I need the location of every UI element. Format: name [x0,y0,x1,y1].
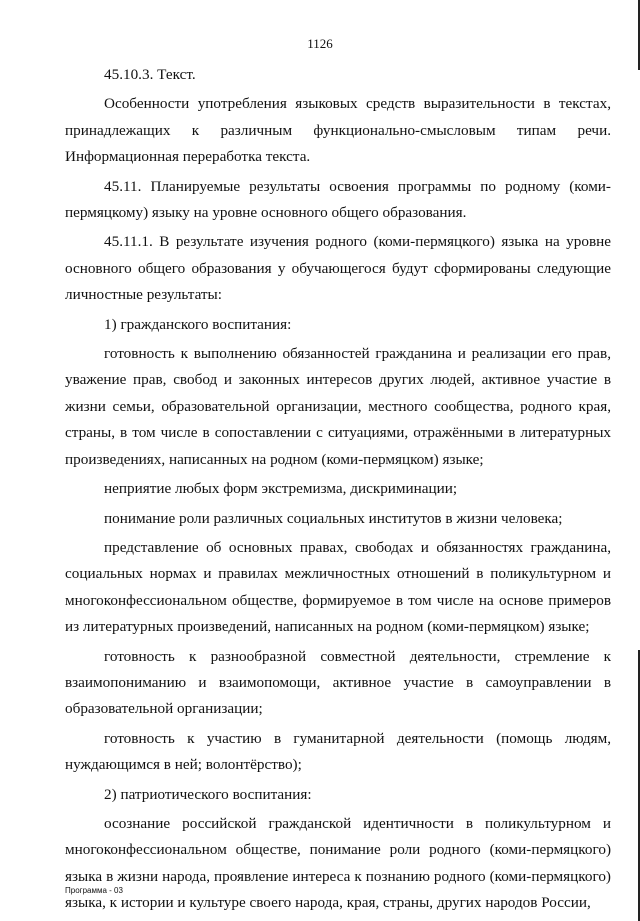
list-heading-civic: 1) гражданского воспитания: [104,315,292,333]
paragraph-volunteering: готовность к участию в гуманитарной деятельности (помощь людям, нуждающимся в ней; волонтёрство); [65,729,611,774]
paragraph-rights-freedoms: представление об основных правах, свободах и обязанностях гражданина, социальных нормах и правилах межличностных отношений в поликультурном и многоконфессиональном обществе, формируемое в том числе на основе примеров из литературных произведений, написанных на родном (коми-пермяцком) языке; [65,538,611,636]
document-body [65,62,611,917]
paragraph-rejection-extremism: неприятие любых форм экстремизма, дискриминации; [104,480,458,498]
paragraph-readiness-duties: готовность к выполнению обязанностей гражданина и реализации его прав, уважение прав, свобод и законных интересов других людей, активное участие в жизни семьи, образовательной организации, местного сообщества, родного края, страны, в том числе в сопоставлении с ситуациями, отражёнными в литературных произведениях, написанных на родном (коми-пермяцком) языке; [65,345,611,468]
paragraph-russian-identity: осознание российской гражданской идентичности в поликультурном и многоконфессиональном обществе, понимание роли родного (коми-пермяцкого) языка в жизни народа, проявление интереса к познанию родного (коми-пермяцкого) языка, к истории и культуре своего народа, края, страны, других народов России, [65,814,611,912]
paragraph-language-means: Особенности употребления языковых средств выразительности в текстах, принадлежащих к различным функционально-смысловым типам речи. Информационная переработка текста. [65,95,611,166]
list-heading-patriotic: 2) патриотического воспитания: [104,785,312,803]
paragraph-joint-activity: готовность к разнообразной совместной деятельности, стремление к взаимопониманию и взаимопомощи, активное участие в самоуправлении в образовательной организации; [65,647,611,718]
paragraph-45-11-1: 45.11.1. В результате изучения родного (коми-пермяцкого) языка на уровне основного общего образования у обучающегося будут сформированы следующие личностные результаты: [65,233,611,304]
footer-label: Программа - 03 [65,886,123,895]
section-heading-45-10-3: 45.10.3. Текст. [104,66,196,83]
section-heading-45-11: 45.11. Планируемые результаты освоения программы по родному (коми-пермяцкому) языку на уровне основного общего образования. [65,177,611,222]
page-number: 1126 [307,36,333,51]
paragraph-social-institutions: понимание роли различных социальных институтов в жизни человека; [104,509,563,527]
